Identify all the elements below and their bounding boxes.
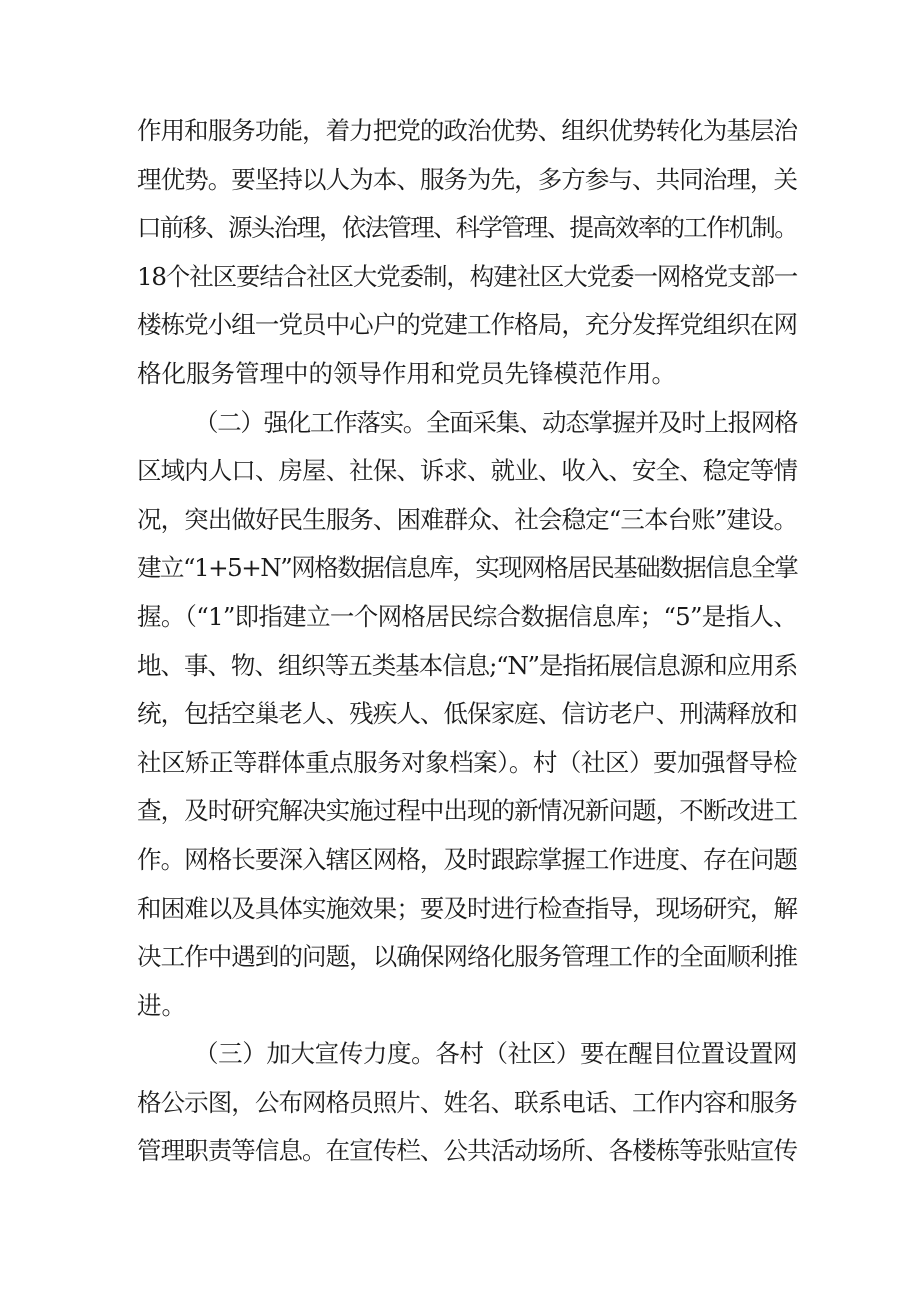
paragraph-2-line-11: 和困难以及具体实施效果；要及时进行检查指导，现场研究，解	[137, 893, 797, 923]
paragraph-1-line-2: 理优势。要坚持以人为本、服务为先，多方参与、共同治理，关	[137, 164, 797, 194]
paragraph-3-line-1: （三）加大宣传力度。各村（社区）要在醒目位置设置网	[194, 1039, 797, 1069]
paragraph-2-line-8: 社区矫正等群体重点服务对象档案）。村（社区）要加强督导检	[137, 747, 797, 777]
document-body	[137, 107, 797, 1176]
paragraph-1-line-5: 楼栋党小组一党员中心户的党建工作格局，充分发挥党组织在网	[137, 310, 797, 340]
paragraph-2-line-10: 作。网格长要深入辖区网格，及时跟踪掌握工作进度、存在问题	[137, 844, 797, 874]
paragraph-2-line-9: 查，及时研究解决实施过程中出现的新情况新问题，不断改进工	[137, 796, 797, 826]
paragraph-1-line-3: 口前移、源头治理，依法管理、科学管理、提高效率的工作机制。	[137, 213, 797, 243]
paragraph-3-line-3: 管理职责等信息。在宣传栏、公共活动场所、各楼栋等张贴宣传	[137, 1136, 797, 1166]
paragraph-2-line-2: 区域内人口、房屋、社保、诉求、就业、收入、安全、稳定等情	[137, 456, 797, 486]
paragraph-2-line-13: 进。	[137, 990, 186, 1020]
paragraph-2-line-3: 况，突出做好民生服务、困难群众、社会稳定“三本台账”建设。	[137, 504, 797, 534]
paragraph-2-line-4: 建立“1+5+N”网格数据信息库，实现网格居民基础数据信息全掌	[137, 553, 798, 583]
paragraph-2-line-12: 决工作中遇到的问题，以确保网络化服务管理工作的全面顺利推	[137, 942, 797, 972]
paragraph-2-line-6: 地、事、物、组织等五类基本信息;“N”是指拓展信息源和应用系	[137, 650, 797, 680]
paragraph-2-line-1: （二）强化工作落实。全面采集、动态掌握并及时上报网格	[194, 407, 797, 437]
paragraph-1-line-6: 格化服务管理中的领导作用和党员先锋模范作用。	[137, 358, 676, 388]
paragraph-2-line-5: 握。（“1”即指建立一个网格居民综合数据信息库；“5”是指人、	[137, 601, 797, 631]
paragraph-1-line-4: 18个社区要结合社区大党委制，构建社区大党委一网格党支部一	[137, 261, 797, 291]
paragraph-2-line-7: 统，包括空巢老人、残疾人、低保家庭、信访老户、刑满释放和	[137, 699, 797, 729]
paragraph-3-line-2: 格公示图，公布网格员照片、姓名、联系电话、工作内容和服务	[137, 1087, 797, 1117]
paragraph-1-line-1: 作用和服务功能，着力把党的政治优势、组织优势转化为基层治	[137, 116, 797, 145]
